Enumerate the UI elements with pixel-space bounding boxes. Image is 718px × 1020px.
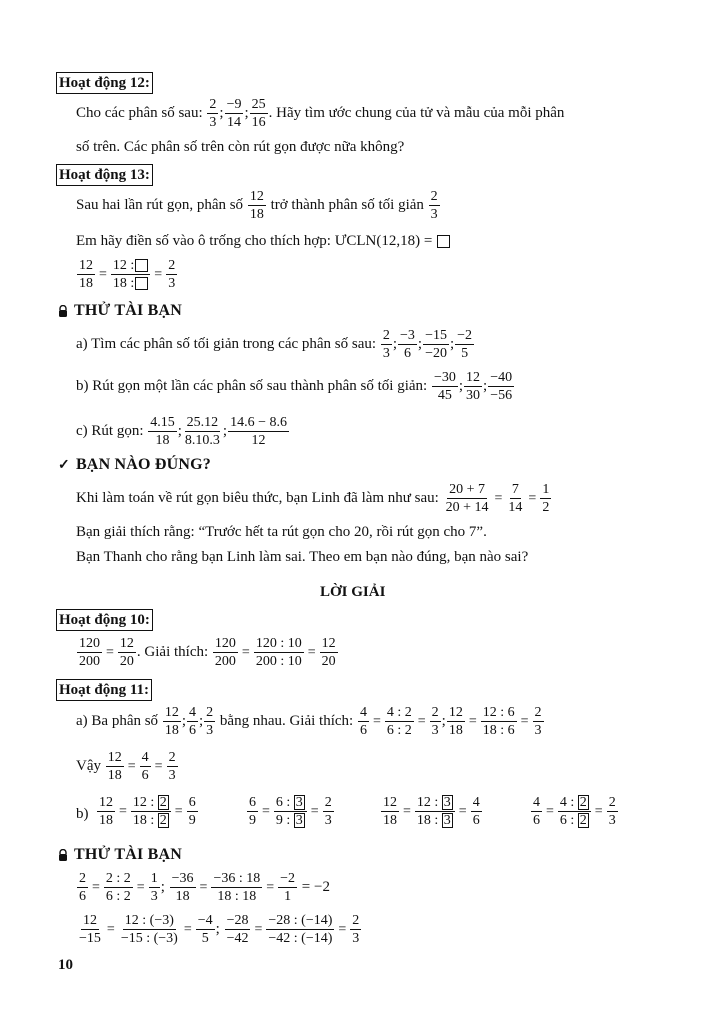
fraction: $\frac{2}{3}$: [534, 705, 542, 738]
fraction: $\frac{-28}{-42}$: [226, 913, 249, 946]
hd11-vay: Vậy $\frac{12}{18}$ = $\frac{4}{6}$ = $\frac{2}{3}$: [76, 750, 176, 783]
text: Sau hai lần rút gọn, phân số: [76, 197, 244, 213]
fraction: $\frac{12 : 2}{18 : 2}$: [131, 795, 171, 828]
blank-box[interactable]: [437, 235, 450, 248]
fraction: $\frac{-30}{45}$: [433, 370, 456, 403]
fraction: $\frac{4 : 2}{6 : 2}$: [386, 705, 412, 738]
fraction: $\frac{12}{18}$: [79, 258, 93, 291]
hd12-line2: số trên. Các phân số trên còn rút gọn được nữa không?: [76, 139, 405, 155]
fraction: $\frac{12 : (-3)}{-15 : (-3)}$: [120, 913, 178, 946]
text: trở thành phân số tối giản: [270, 197, 424, 213]
fraction: $\frac{2}{3}$: [431, 705, 439, 738]
answer-box: 2: [579, 813, 587, 828]
fraction: $\frac{-2}{5}$: [457, 328, 473, 361]
fraction: $\frac{120 : 10}{200 : 10}$: [255, 636, 302, 669]
heading-hoat-dong-11: Hoạt động 11:: [56, 679, 152, 701]
thu1-c: c) Rút gọn: $\frac{4.15}{18}$ ; $\frac{25.12}{8.10.3}$ ; $\frac{14.6 - 8.6}{12}$: [76, 415, 287, 448]
fraction: $\frac{12}{20}$: [119, 636, 134, 669]
fraction: $\frac{4}{6}$: [188, 705, 196, 738]
fraction: $\frac{12 : 3}{18 : 3}$: [415, 795, 455, 828]
fraction: $\frac{12}{20}$: [321, 636, 336, 669]
text: Em hãy điền số vào ô trống cho thích hợp: ƯCLN(12,18) =: [76, 233, 433, 249]
fraction: $\frac{4}{6}$: [472, 795, 480, 828]
section-thu-tai-ban: [58, 302, 182, 320]
hd11-b2: $\frac{6}{9}$ = $\frac{6 : 3}{9 : 3}$ = $\frac{2}{3}$: [249, 795, 332, 828]
fraction: $\frac{12 : 6}{18 : 6}$: [482, 705, 515, 738]
hd11-a: a) Ba phân số $\frac{12}{18}$ ; $\frac{4}{6}$ ; $\frac{2}{3}$ bằng nhau. Giải thích: $\frac{4}{6}$ = $\frac{4 : 2}{6 : 2}$ = $\frac{2}{3}$ ; $\frac{12}{18}$ = $\frac{12 : 6}{18 : 6}$ = $\frac{2}{3}$: [76, 705, 542, 738]
fraction: $\frac{25.12}{8.10.3}$: [184, 415, 220, 448]
fraction: $\frac{12}{18}$: [99, 795, 113, 828]
hd13-line2: [76, 233, 450, 250]
hd11-b3: $\frac{12}{18}$ = $\frac{12 : 3}{18 : 3}$ = $\frac{4}{6}$: [383, 795, 480, 828]
fraction: $\frac{1}{3}$: [150, 871, 158, 904]
answer-box: 2: [159, 813, 167, 828]
fraction: $\frac{-40}{-56}$: [490, 370, 513, 403]
answer-box: 3: [295, 813, 303, 828]
fraction: $\frac{12}{18}$: [448, 705, 463, 738]
fraction: $\frac{7}{14}$: [508, 482, 523, 515]
blank-box[interactable]: [135, 277, 148, 290]
fraction: $\frac{12}{-15}$: [79, 913, 101, 946]
fraction: $\frac{-36}{18}$: [171, 871, 194, 904]
fraction: $\frac{2}{3}$: [382, 328, 390, 361]
hd12-line1: Cho các phân số sau: $\frac{2}{3}$ ; $\frac{-9}{14}$ ; $\frac{25}{16}$ . Hãy tìm ước chung của tử và mẫu của mỗi phân: [76, 97, 565, 130]
text: = −2: [301, 879, 330, 895]
lock-icon: [58, 305, 68, 317]
hd13-equation: $\frac{12}{18}$ = $\frac{12 :}{18 :}$ = $\frac{2}{3}$: [79, 258, 176, 291]
thu2-row1: $\frac{2}{6}$ = $\frac{2 : 2}{6 : 2}$ = $\frac{1}{3}$ ; $\frac{-36}{18}$ = $\frac{-36 : 18}{18 : 18}$ = $\frac{-2}{1}$ = −2: [79, 871, 330, 904]
fraction: $\frac{20 + 7}{20 + 14}$: [445, 482, 489, 515]
hd11-b1: $\frac{12}{18}$ = $\frac{12 : 2}{18 : 2}$ = $\frac{6}{9}$: [99, 795, 196, 828]
heading-hoat-dong-13: Hoạt động 13:: [56, 164, 153, 186]
fraction: $\frac{4}{6}$: [141, 750, 149, 783]
text: a) Ba phân số: [76, 713, 159, 729]
section-title: BẠN NÀO ĐÚNG?: [75, 456, 211, 473]
section-thu-tai-ban-solution: [58, 846, 182, 864]
fraction: $\frac{12}{18}$: [164, 705, 179, 738]
text: Vậy: [76, 758, 101, 774]
answer-box: 3: [295, 795, 303, 810]
fraction: $\frac{6}{9}$: [249, 795, 256, 828]
blank-box[interactable]: [135, 259, 148, 272]
fraction: $\frac{-15}{-20}$: [425, 328, 447, 361]
answer-box: 2: [159, 795, 167, 810]
text: bằng nhau. Giải thích:: [219, 713, 354, 729]
hd13-line1: [76, 189, 441, 222]
fraction: $\frac{12}{18}$: [107, 750, 122, 783]
section-title: THỬ TÀI BẠN: [74, 302, 182, 319]
text: Cho các phân số sau:: [76, 105, 203, 121]
text: . Giải thích:: [136, 644, 209, 660]
fraction: $\frac{120}{200}$: [79, 636, 100, 669]
thu1-a: a) Tìm các phân số tối giản trong các phân số sau: $\frac{2}{3}$ ; $\frac{-3}{6}$ ; $\frac{-15}{-20}$ ; $\frac{-2}{5}$: [76, 328, 473, 361]
answer-box: 2: [579, 795, 587, 810]
fraction: $\frac{-36 : 18}{18 : 18}$: [213, 871, 261, 904]
text: b) Rút gọn một lần các phân số sau thành phân số tối giản:: [76, 378, 428, 394]
ban-line2: Bạn giải thích rằng: “Trước hết ta rút gọn cho 20, rồi rút gọn cho 7”.: [76, 524, 487, 540]
fraction: $\frac{2}{3}$: [352, 913, 360, 946]
fraction: $\frac{4}{6}$: [359, 705, 367, 738]
fraction: $\frac{-2}{1}$: [280, 871, 296, 904]
fraction: $\frac{12}{30}$: [466, 370, 481, 403]
fraction: $\frac{4.15}{18}$: [150, 415, 175, 448]
hd11-b4: $\frac{4}{6}$ = $\frac{4 : 2}{6 : 2}$ = $\frac{2}{3}$: [533, 795, 616, 828]
fraction: $\frac{12}{18}$: [249, 189, 264, 222]
section-ban-nao-dung: [58, 456, 211, 474]
fraction: $\frac{14.6 - 8.6}{12}$: [230, 415, 287, 448]
lock-icon: [58, 849, 68, 861]
fraction: $\frac{2}{6}$: [79, 871, 86, 904]
section-title: THỬ TÀI BẠN: [74, 846, 182, 863]
fraction: $\frac{120}{200}$: [214, 636, 236, 669]
fraction: $\frac{2}{3}$: [209, 97, 217, 130]
fraction: $\frac{2}{3}$: [206, 705, 214, 738]
hd10-equation: $\frac{120}{200}$ = $\frac{12}{20}$ . Giải thích: $\frac{120}{200}$ = $\frac{120 : 10}{200 : 10}$ = $\frac{12}{20}$: [79, 636, 336, 669]
fraction: $\frac{4 : 2}{6 : 2}$: [558, 795, 591, 828]
fraction: $\frac{2}{3}$: [430, 189, 438, 222]
fraction: $\frac{-4}{5}$: [197, 913, 213, 946]
fraction: $\frac{6 : 3}{9 : 3}$: [274, 795, 307, 828]
fraction: $\frac{4}{6}$: [533, 795, 540, 828]
fraction: $\frac{-9}{14}$: [226, 97, 242, 130]
solutions-title: LỜI GIẢI: [320, 584, 386, 600]
fraction: $\frac{2 : 2}{6 : 2}$: [105, 871, 131, 904]
fraction: $\frac{2}{3}$: [608, 795, 616, 828]
heading-hoat-dong-12: Hoạt động 12:: [56, 72, 153, 94]
text: . Hãy tìm ước chung của tử và mẫu của mỗi phân: [268, 105, 565, 121]
fraction: $\frac{12}{18}$: [383, 795, 397, 828]
thu1-b: b) Rút gọn một lần các phân số sau thành phân số tối giản: $\frac{-30}{45}$ ; $\frac{12}{30}$ ; $\frac{-40}{-56}$: [76, 370, 513, 403]
answer-box: 3: [443, 813, 451, 828]
ban-line1: Khi làm toán về rút gọn biêu thức, bạn Linh đã làm như sau: $\frac{20 + 7}{20 + 14}$ = $\frac{7}{14}$ = $\frac{1}{2}$: [76, 482, 550, 515]
fraction: $\frac{2}{3}$: [168, 750, 176, 783]
fraction: $\frac{6}{9}$: [188, 795, 196, 828]
text: c) Rút gọn:: [76, 423, 144, 439]
text: a) Tìm các phân số tối giản trong các phân số sau:: [76, 336, 377, 352]
heading-hoat-dong-10: Hoạt động 10:: [56, 609, 153, 631]
fraction: $\frac{2}{3}$: [324, 795, 332, 828]
answer-box: 3: [443, 795, 451, 810]
fraction: $\frac{25}{16}$: [251, 97, 266, 130]
thu2-row2: $\frac{12}{-15}$ = $\frac{12 : (-3)}{-15 : (-3)}$ = $\frac{-4}{5}$ ; $\frac{-28}{-42}$ = $\frac{-28 : (-14)}{-42 : (-14)}$ = $\frac{2}{3}$: [79, 913, 360, 946]
check-icon: ✓: [58, 457, 70, 473]
fraction: $\frac{1}{2}$: [542, 482, 550, 515]
page-number: 10: [58, 957, 73, 973]
fraction: $\frac{-3}{6}$: [399, 328, 415, 361]
fraction: $\frac{-28 : (-14)}{-42 : (-14)}$: [268, 913, 333, 946]
text: Khi làm toán về rút gọn biêu thức, bạn Linh đã làm như sau:: [76, 490, 439, 506]
fraction: $\frac{12 :}{18 :}$: [111, 258, 150, 291]
hd11-b-label: b): [76, 806, 89, 822]
fraction: $\frac{2}{3}$: [168, 258, 176, 291]
ban-line3: Bạn Thanh cho rằng bạn Linh làm sai. Theo em bạn nào đúng, bạn nào sai?: [76, 549, 529, 565]
